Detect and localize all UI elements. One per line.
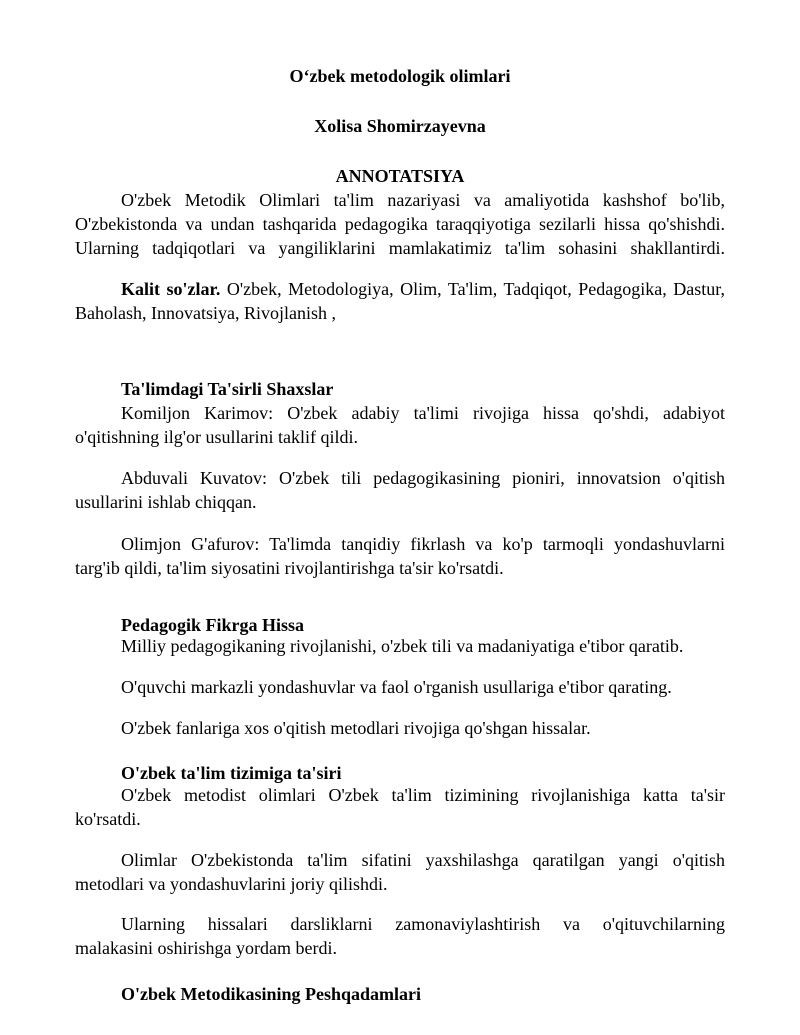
section-paragraph	[75, 401, 725, 449]
section-heading: O'zbek ta'lim tizimiga ta'siri	[121, 763, 342, 783]
paragraph-line: metodlari va yondashuvlarini joriy qilishdi.	[75, 874, 388, 894]
paragraph-line: targ'ib qildi, ta'lim siyosatini rivojlantirishga ta'sir ko'rsatdi.	[75, 558, 504, 578]
paragraph-line: malakasini oshirishga yordam berdi.	[75, 938, 337, 958]
keywords-line: Baholash, Innovatsiya, Rivojlanish ,	[75, 303, 336, 323]
keywords-paragraph	[75, 277, 725, 325]
paragraph-line: ko'rsatdi.	[75, 809, 141, 829]
paragraph-line: Milliy pedagogikaning rivojlanishi, o'zbek tili va madaniyatiga e'tibor qaratib.	[121, 636, 684, 656]
keywords-label: Kalit so'zlar.	[121, 279, 221, 299]
section-paragraph	[75, 783, 725, 831]
section-paragraph	[75, 716, 725, 740]
section-heading: Pedagogik Fikrga Hissa	[121, 615, 305, 635]
paragraph-line: usullarini ishlab chiqqan.	[75, 492, 257, 512]
paragraph-line: Olimjon G'afurov: Ta'limda tanqidiy fikrlash va ko'p tarmoqli yondashuvlarni	[121, 534, 725, 554]
paragraph-line: Olimlar O'zbekistonda ta'lim sifatini yaxshilashga qaratilgan yangi o'qitish	[121, 850, 725, 870]
section-paragraph	[75, 675, 725, 699]
document-title: O‘zbek metodologik olimlari	[289, 66, 511, 86]
paragraph-line: Abduvali Kuvatov: O'zbek tili pedagogikasining pioniri, innovatsion o'qitish	[121, 468, 725, 488]
paragraph-line: O'zbek metodist olimlari O'zbek ta'lim tizimining rivojlanishiga katta ta'sir	[121, 785, 725, 805]
section-paragraph	[75, 912, 725, 960]
keywords-list: O'zbek, Metodologiya, Olim, Ta'lim, Tadqiqot, Pedagogika, Dastur,	[226, 279, 726, 299]
section-paragraph	[75, 466, 725, 514]
section-paragraph	[75, 848, 725, 896]
abstract-paragraph	[75, 188, 725, 260]
section-heading: Ta'limdagi Ta'sirli Shaxslar	[121, 379, 334, 399]
section-paragraph	[75, 532, 725, 580]
abstract-line: O'zbek Metodik Olimlari ta'lim nazariyasi va amaliyotida kashshof bo'lib,	[121, 190, 725, 210]
paragraph-line: Ularning hissalari darsliklarni zamonaviylashtirish va o'qituvchilarning	[121, 914, 725, 934]
section-paragraph	[75, 634, 725, 658]
abstract-line: O'zbekistonda va undan tashqarida pedagogika taraqqiyotiga sezilarli hissa qo'shishdi.	[75, 214, 725, 234]
paragraph-line: O'quvchi markazli yondashuvlar va faol o'rganish usullariga e'tibor qarating.	[121, 677, 672, 697]
section-heading: O'zbek Metodikasining Peshqadamlari	[121, 984, 422, 1004]
paragraph-line: O'zbek fanlariga xos o'qitish metodlari rivojiga qo'shgan hissalar.	[121, 718, 591, 738]
paragraph-line: Komiljon Karimov: O'zbek adabiy ta'limi rivojiga hissa qo'shdi, adabiyot	[121, 403, 725, 423]
author-name: Xolisa Shomirzayevna	[314, 116, 486, 136]
abstract-heading: ANNOTATSIYA	[335, 166, 465, 186]
paragraph-line: o'qitishning ilg'or usullarini taklif qildi.	[75, 427, 358, 447]
keywords-line	[75, 277, 725, 301]
abstract-line: Ularning tadqiqotlari va yangiliklarini mamlakatimiz ta'lim sohasini shakllantirdi.	[75, 238, 725, 258]
